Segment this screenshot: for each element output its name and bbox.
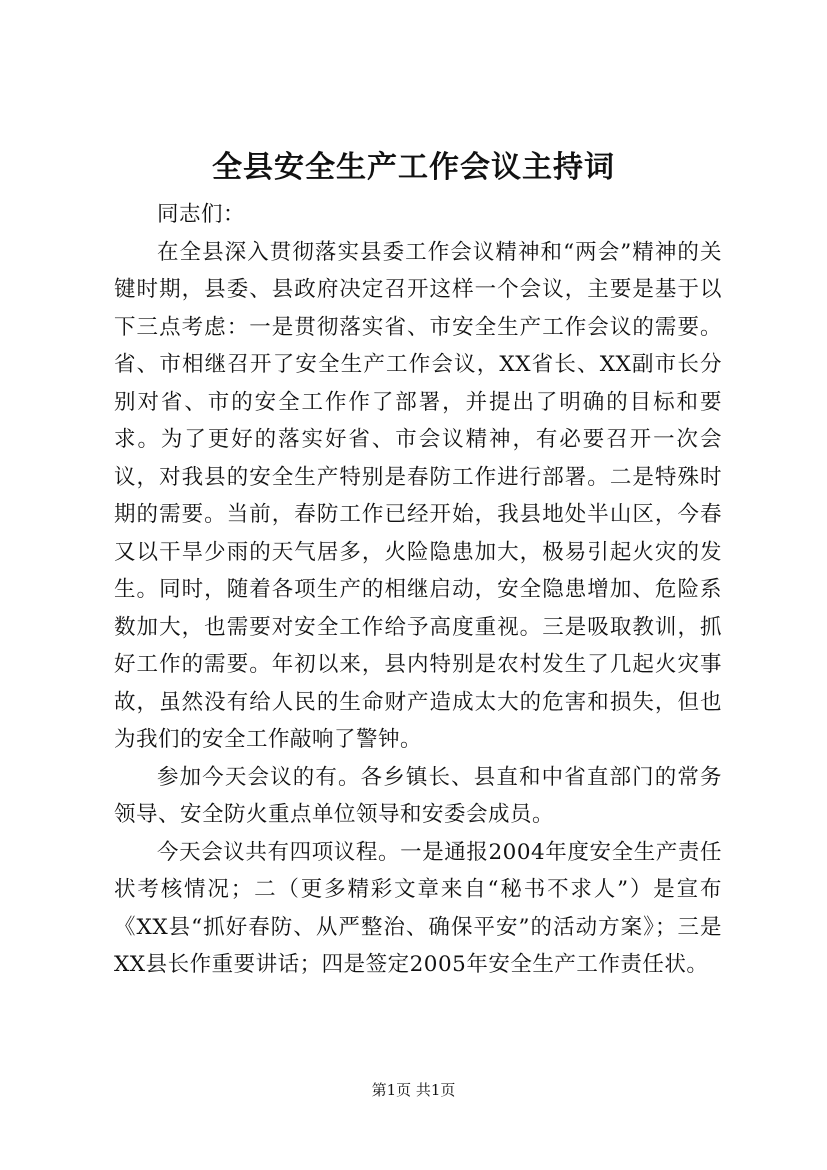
page-number-footer: 第1页 共1页 [371, 1081, 456, 1099]
document-title: 全县安全生产工作会议主持词 [212, 150, 615, 185]
paragraph-agenda: 今天会议共有四项议程。一是通报2004年度安全生产责任状考核情况；二（更多精彩文章来自“秘书不求人”）是宣布《XX县“抓好春防、从严整治、确保平安”的活动方案》；三是XX县长作重要讲话；四是签定2005年安全生产工作责任状。 [114, 839, 722, 977]
document-body [114, 196, 722, 984]
paragraph-purpose: 在全县深入贯彻落实县委工作会议精神和“两会”精神的关键时期，县委、县政府决定召开这样一个会议，主要是基于以下三点考虑：一是贯彻落实省、市安全生产工作会议的需要。省、市相继召开了安全生产工作会议，XX省长、XX副市长分别对省、市的安全工作作了部署，并提出了明确的目标和要求。为了更好的落实好省、市会议精神，有必要召开一次会议，对我县的安全生产特别是春防工作进行部署。二是特殊时期的需要。当前，春防工作已经开始，我县地处半山区，今春又以干旱少雨的天气居多，火险隐患加大，极易引起火灾的发生。同时，随着各项生产的相继启动，安全隐患增加、危险系数加大，也需要对安全工作给予高度重视。三是吸取教训，抓好工作的需要。年初以来，县内特别是农村发生了几起火灾事故，虽然没有给人民的生命财产造成太大的危害和损失，但也为我们的安全工作敲响了警钟。 [114, 239, 722, 752]
paragraph-attendees: 参加今天会议的有。各乡镇长、县直和中省直部门的常务领导、安全防火重点单位领导和安委会成员。 [114, 764, 722, 827]
salutation: 同志们： [157, 202, 246, 227]
